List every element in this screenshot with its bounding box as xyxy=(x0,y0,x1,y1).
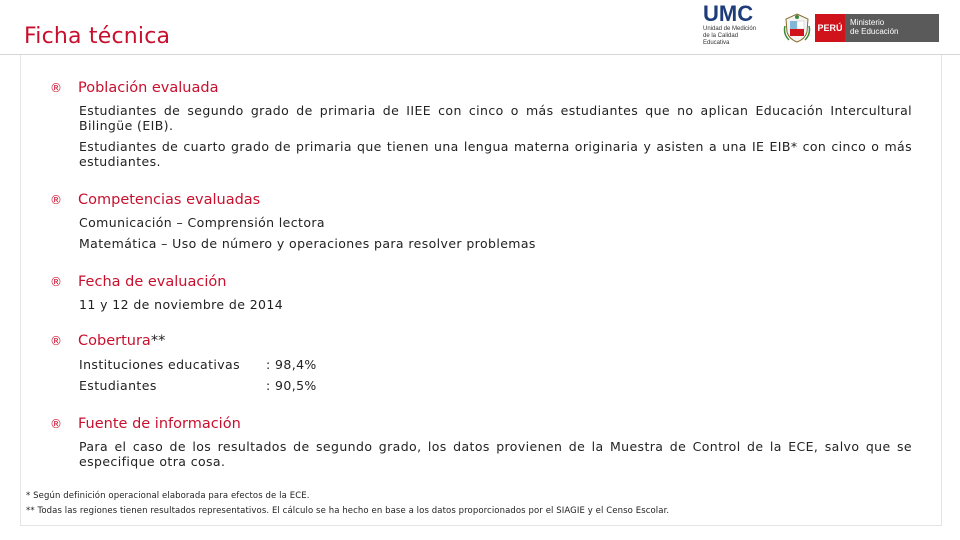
section-title-competencias: Competencias evaluadas xyxy=(78,192,261,208)
cobertura-value: : 90,5% xyxy=(266,378,317,393)
cobertura-title-text: Cobertura xyxy=(78,333,151,349)
section-competencias xyxy=(50,192,912,257)
registered-circle-icon: ® xyxy=(50,193,62,207)
coat-of-arms-icon xyxy=(783,12,811,44)
section-title-cobertura xyxy=(78,333,165,349)
registered-circle-icon: ® xyxy=(50,417,62,431)
footnote-1: * Según definición operacional elaborada para efectos de la ECE. xyxy=(26,491,310,501)
competencia-comunicacion: Comunicación – Comprensión lectora xyxy=(79,215,325,230)
section-cobertura xyxy=(50,333,912,399)
section-poblacion xyxy=(50,80,912,175)
registered-circle-icon: ® xyxy=(50,81,62,95)
ministerio-line-2: de Educación xyxy=(850,27,899,36)
poblacion-paragraph-1: Estudiantes de segundo grado de primaria de IIEE con cinco o más estudiantes que no aplican Educación Intercultural Bilingüe (EIB). xyxy=(79,103,912,133)
footnote-2: ** Todas las regiones tienen resultados representativos. El cálculo se ha hecho en base a los datos proporcionados por el SIAGIE y el Censo Escolar. xyxy=(26,506,670,516)
cobertura-label: Instituciones educativas xyxy=(79,357,241,372)
section-fecha xyxy=(50,274,912,318)
cobertura-row-instituciones xyxy=(79,357,912,378)
poblacion-paragraph-2: Estudiantes de cuarto grado de primaria que tienen una lengua materna originaria y asisten a una IE EIB* con cinco o más estudiantes. xyxy=(79,139,912,169)
ministerio-label xyxy=(845,14,939,42)
cobertura-label: Estudiantes xyxy=(79,378,157,393)
ministerio-line-1: Ministerio xyxy=(850,18,885,27)
section-title-fuente: Fuente de información xyxy=(78,416,241,432)
minedu-logo xyxy=(783,12,939,44)
umc-logo-line-1: Unidad de Medición xyxy=(703,26,757,32)
cobertura-row-estudiantes xyxy=(79,378,912,399)
umc-logo-text: UMC xyxy=(703,1,754,26)
registered-circle-icon: ® xyxy=(50,275,62,289)
peru-label: PERÚ xyxy=(815,14,845,42)
cobertura-footnote-mark: ** xyxy=(150,333,166,349)
section-title-fecha: Fecha de evaluación xyxy=(78,274,227,290)
cobertura-value: : 98,4% xyxy=(266,357,317,372)
umc-logo xyxy=(703,2,765,52)
page-title: Ficha técnica xyxy=(24,24,171,49)
fecha-text: 11 y 12 de noviembre de 2014 xyxy=(79,297,284,312)
section-fuente xyxy=(50,416,912,475)
registered-circle-icon: ® xyxy=(50,334,62,348)
umc-logo-line-2: de la Calidad Educativa xyxy=(703,33,739,46)
section-title-poblacion: Población evaluada xyxy=(78,80,219,96)
fuente-text: Para el caso de los resultados de segundo grado, los datos provienen de la Muestra de Control de la ECE, salvo que se especifique otra cosa. xyxy=(79,439,912,469)
competencia-matematica: Matemática – Uso de número y operaciones para resolver problemas xyxy=(79,236,536,251)
